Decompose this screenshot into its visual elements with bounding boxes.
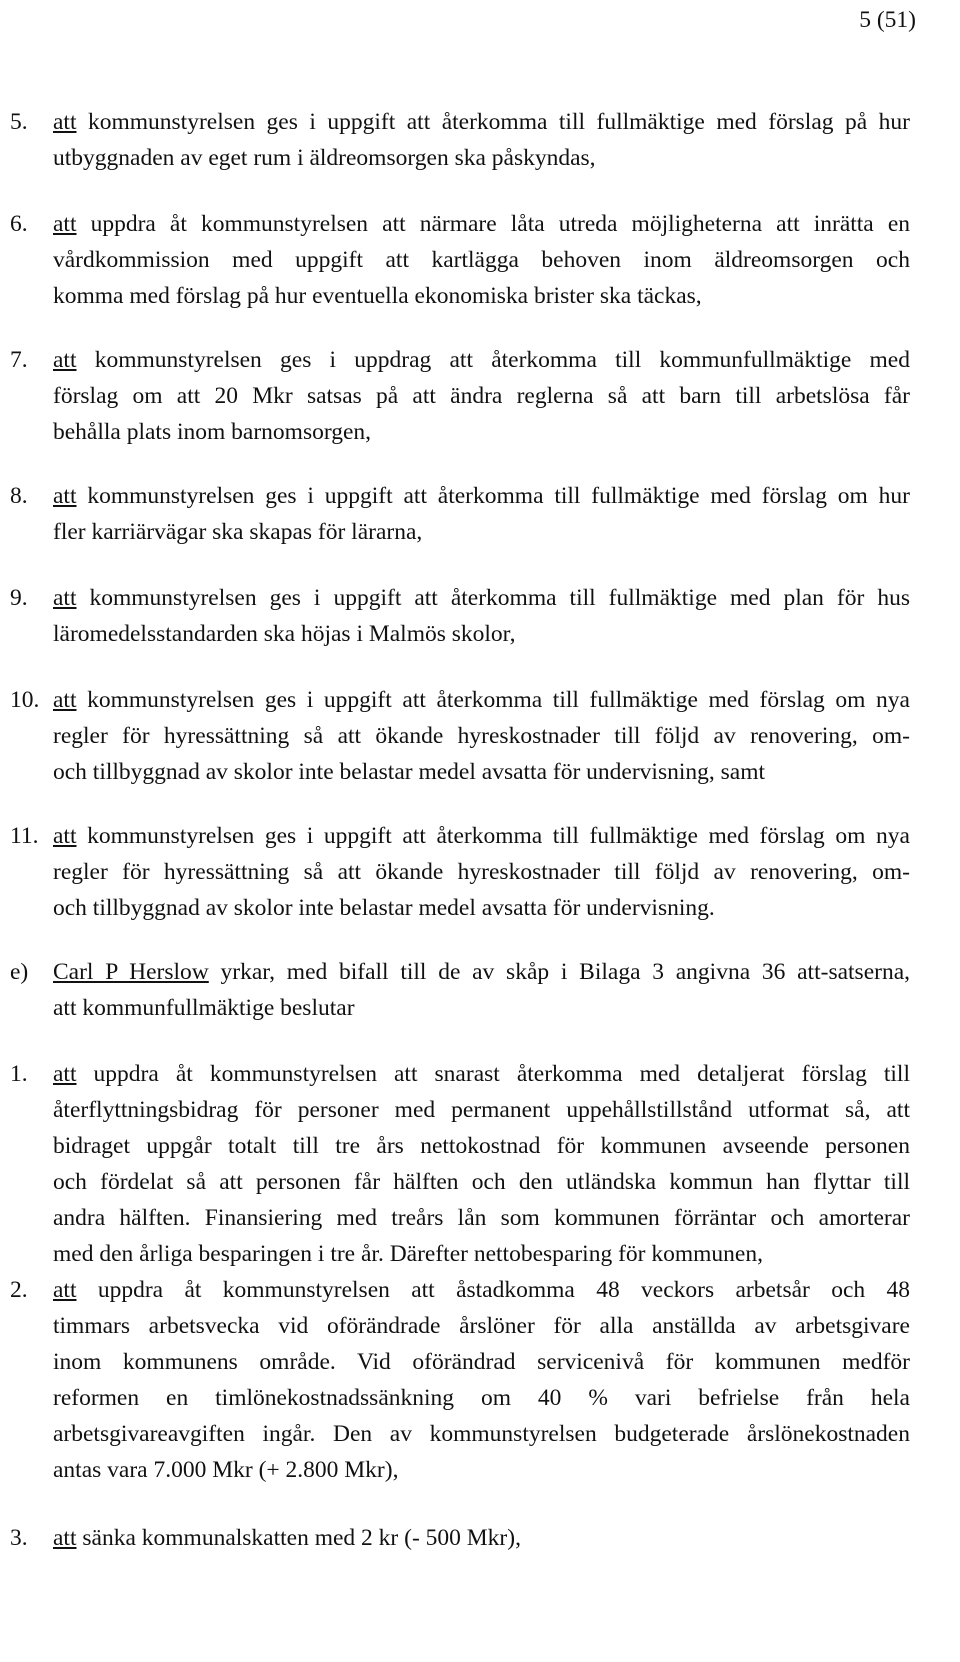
text-line xyxy=(53,378,910,414)
underlined-lead: att xyxy=(53,483,77,509)
underlined-lead: att xyxy=(53,1061,77,1087)
underlined-lead: att xyxy=(53,347,77,373)
text-line xyxy=(53,1452,910,1488)
text-line xyxy=(53,1056,910,1092)
line-text: kommunstyrelsen ges i uppgift att återkomma till fullmäktige med förslag om nya xyxy=(76,687,910,713)
line-text: fler karriärvägar ska skapas för lärarna, xyxy=(53,519,423,545)
line-text: yrkar, med bifall till de av skåp i Bilaga 3 angivna 36 att-satserna, xyxy=(208,959,910,985)
text-line xyxy=(53,206,910,242)
line-text: kommunstyrelsen ges i uppgift att återkomma till fullmäktige med förslag om nya xyxy=(76,823,910,849)
item-number: 1. xyxy=(10,1061,28,1087)
item-number: 11. xyxy=(10,823,39,849)
text-line xyxy=(53,478,910,514)
item-text xyxy=(53,1520,910,1556)
list-item xyxy=(10,1520,910,1556)
item-text xyxy=(53,104,910,176)
text-line xyxy=(53,1092,910,1128)
item-number: 7. xyxy=(10,347,28,373)
line-text: läromedelsstandarden ska höjas i Malmös skolor, xyxy=(53,621,516,647)
line-text: andra hälften. Finansiering med treårs lån som kommunen förräntar och amorterar xyxy=(53,1205,910,1231)
text-line xyxy=(53,1344,910,1380)
text-line xyxy=(53,278,910,314)
line-text: reformen en timlönekostnadssänkning om 40 % vari befrielse från hela xyxy=(53,1385,910,1411)
item-text xyxy=(53,580,910,652)
underlined-lead: att xyxy=(53,1525,77,1551)
list-item xyxy=(10,104,910,176)
line-text: arbetsgivareavgiften ingår. Den av kommunstyrelsen budgeterade årslönekostnaden xyxy=(53,1421,910,1447)
line-text: och fördelat så att personen får hälften och den utländska kommun han flyttar till xyxy=(53,1169,910,1195)
item-number: 5. xyxy=(10,109,28,135)
text-line xyxy=(53,242,910,278)
text-line xyxy=(53,818,910,854)
item-number: 3. xyxy=(10,1525,28,1551)
line-text: kommunstyrelsen ges i uppdrag att återkomma till kommunfullmäktige med xyxy=(76,347,910,373)
line-text: timmars arbetsvecka vid oförändrade årslöner för alla anställda av arbetsgivare xyxy=(53,1313,910,1339)
text-line xyxy=(53,580,910,616)
text-line xyxy=(53,616,910,652)
text-line xyxy=(53,854,910,890)
line-text: bidraget uppgår totalt till tre års nettokostnad för kommunen avseende personen xyxy=(53,1133,910,1159)
text-line xyxy=(53,1520,910,1556)
underlined-lead: att xyxy=(53,823,77,849)
line-text: att kommunfullmäktige beslutar xyxy=(53,995,355,1021)
text-line xyxy=(53,718,910,754)
list-item xyxy=(10,1272,910,1488)
text-line xyxy=(53,754,910,790)
text-line xyxy=(53,1308,910,1344)
line-text: uppdra åt kommunstyrelsen att snarast återkomma med detaljerat förslag till xyxy=(76,1061,910,1087)
text-line xyxy=(53,1416,910,1452)
text-line xyxy=(53,140,910,176)
list-item xyxy=(10,206,910,314)
text-line xyxy=(53,514,910,550)
underlined-lead: att xyxy=(53,1277,77,1303)
underlined-lead: att xyxy=(53,211,77,237)
text-line xyxy=(53,1272,910,1308)
text-line xyxy=(53,104,910,140)
line-text: och tillbyggnad av skolor inte belastar medel avsatta för undervisning. xyxy=(53,895,715,921)
text-line xyxy=(53,682,910,718)
line-text: kommunstyrelsen ges i uppgift att återkomma till fullmäktige med förslag på hur xyxy=(76,109,910,135)
page-number: 5 (51) xyxy=(859,7,916,33)
line-text: inom kommunens område. Vid oförändrad servicenivå för kommunen medför xyxy=(53,1349,910,1375)
text-line xyxy=(53,954,910,990)
underlined-lead: Carl P Herslow xyxy=(53,959,209,985)
item-number: 9. xyxy=(10,585,28,611)
line-text: behålla plats inom barnomsorgen, xyxy=(53,419,372,445)
item-number: 6. xyxy=(10,211,28,237)
item-text xyxy=(53,206,910,314)
item-number: 8. xyxy=(10,483,28,509)
list-item xyxy=(10,954,910,1026)
line-text: vårdkommission med uppgift att kartlägga behoven inom äldreomsorgen och xyxy=(53,247,910,273)
line-text: återflyttningsbidrag för personer med permanent uppehållstillstånd utformat så, att xyxy=(53,1097,910,1123)
line-text: uppdra åt kommunstyrelsen att närmare låta utreda möjligheterna att inrätta en xyxy=(76,211,910,237)
text-line xyxy=(53,1200,910,1236)
list-item xyxy=(10,1056,910,1272)
item-text xyxy=(53,342,910,450)
underlined-lead: att xyxy=(53,585,77,611)
line-text: komma med förslag på hur eventuella ekonomiska brister ska täckas, xyxy=(53,283,702,309)
line-text: regler för hyressättning så att ökande hyreskostnader till följd av renovering, om- xyxy=(53,859,910,885)
text-line xyxy=(53,1128,910,1164)
line-text: förslag om att 20 Mkr satsas på att ändra reglerna så att barn till arbetslösa får xyxy=(53,383,910,409)
underlined-lead: att xyxy=(53,109,77,135)
list-item xyxy=(10,818,910,926)
list-item xyxy=(10,342,910,450)
text-line xyxy=(53,1380,910,1416)
item-text xyxy=(53,954,910,1026)
item-text xyxy=(53,478,910,550)
list-item xyxy=(10,478,910,550)
text-line xyxy=(53,890,910,926)
text-line xyxy=(53,990,910,1026)
line-text: kommunstyrelsen ges i uppgift att återkomma till fullmäktige med förslag om hur xyxy=(76,483,910,509)
text-line xyxy=(53,342,910,378)
text-line xyxy=(53,1164,910,1200)
text-line xyxy=(53,414,910,450)
item-text xyxy=(53,1056,910,1272)
item-number: e) xyxy=(10,959,29,985)
line-text: med den årliga besparingen i tre år. Därefter nettobesparing för kommunen, xyxy=(53,1241,763,1267)
underlined-lead: att xyxy=(53,687,77,713)
line-text: uppdra åt kommunstyrelsen att åstadkomma 48 veckors arbetsår och 48 xyxy=(76,1277,910,1303)
line-text: sänka kommunalskatten med 2 kr (- 500 Mkr), xyxy=(76,1525,521,1551)
line-text: regler för hyressättning så att ökande hyreskostnader till följd av renovering, om- xyxy=(53,723,910,749)
item-number: 10. xyxy=(10,687,40,713)
line-text: kommunstyrelsen ges i uppgift att återkomma till fullmäktige med plan för hus xyxy=(76,585,910,611)
item-number: 2. xyxy=(10,1277,28,1303)
line-text: utbyggnaden av eget rum i äldreomsorgen ska påskyndas, xyxy=(53,145,596,171)
text-line xyxy=(53,1236,910,1272)
line-text: antas vara 7.000 Mkr (+ 2.800 Mkr), xyxy=(53,1457,399,1483)
list-item xyxy=(10,682,910,790)
item-text xyxy=(53,1272,910,1488)
item-text xyxy=(53,682,910,790)
line-text: och tillbyggnad av skolor inte belastar medel avsatta för undervisning, samt xyxy=(53,759,765,785)
list-item xyxy=(10,580,910,652)
item-text xyxy=(53,818,910,926)
